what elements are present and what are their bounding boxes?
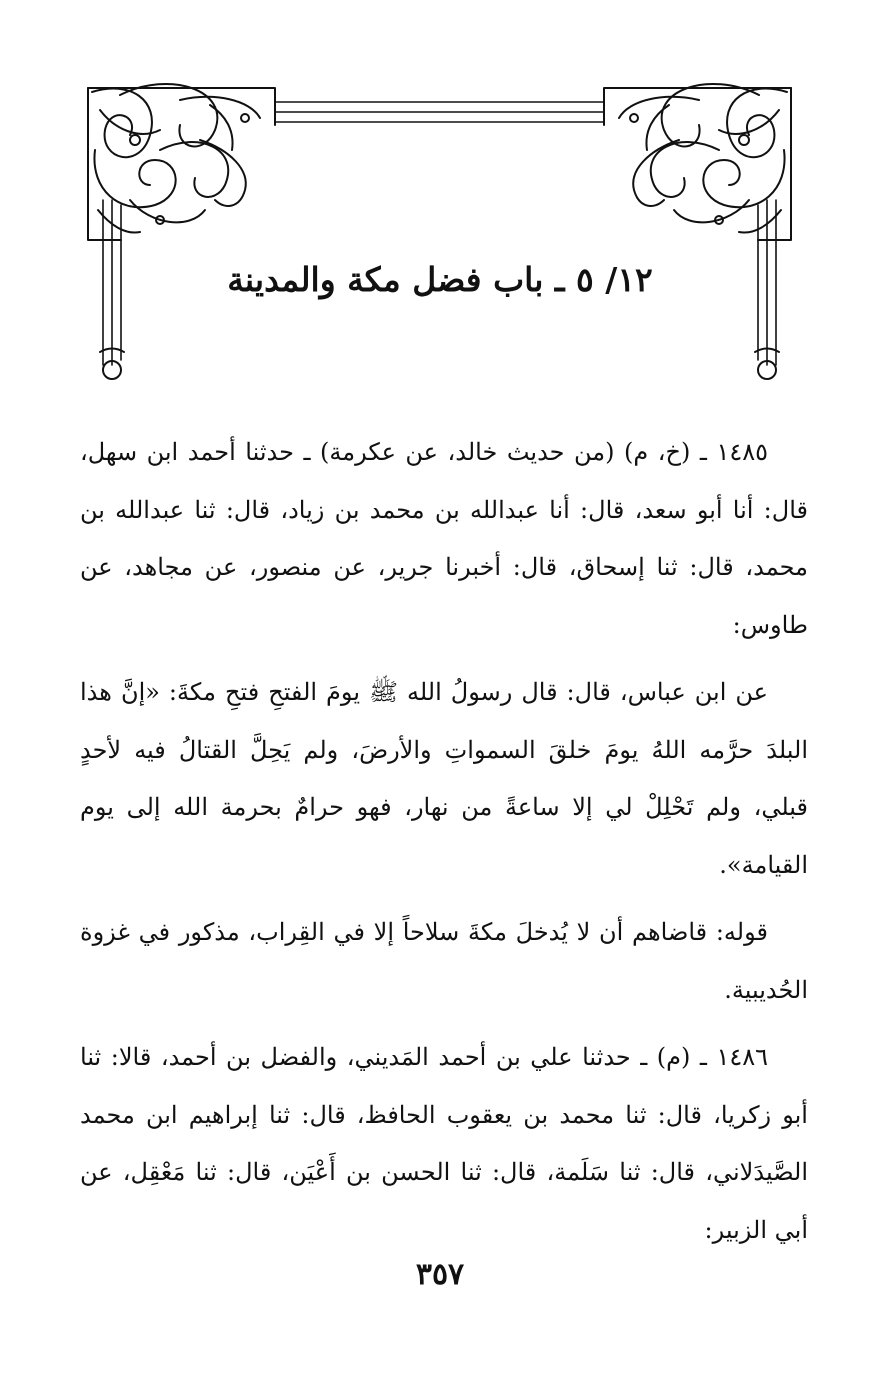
text-line: عن ابن عباس، قال: قال رسولُ الله ﷺ يومَ الفتحِ فتحِ مكةَ: «إنَّ xyxy=(120,678,768,706)
hadith-1485-isnad xyxy=(80,424,808,654)
page-body xyxy=(80,424,808,1259)
commentary-paragraph xyxy=(80,904,808,1019)
text-line: ١٤٨٦ ـ (م) ـ حدثنا علي بن أحمد المَديني، والفضل بن أحمد، xyxy=(160,1043,768,1071)
text-line: لأحدٍ قبلي، ولم تَحْلِلْ لي إلا ساعةً من نهار، فهو حرامٌ بحرمة الله إلى xyxy=(80,735,808,821)
hadith-1486-isnad xyxy=(80,1029,808,1259)
text-line: قالا: ثنا أبو زكريا، قال: ثنا محمد بن يعقوب الحافظ، قال: ثنا إبراهيم xyxy=(80,1043,808,1129)
text-line: ثنا عبدالله بن محمد، قال: ثنا إسحاق، قال: أخبرنا جرير، عن منصور، xyxy=(80,495,808,581)
text-line: يوم القيامة». xyxy=(80,793,808,879)
text-line: عن مجاهد، عن طاوس: xyxy=(80,553,808,639)
ornamental-frame xyxy=(0,0,879,400)
chapter-heading: ١٢/ ٥ ـ باب فضل مكة والمدينة xyxy=(227,260,653,299)
text-line: ثنا مَعْقِل، عن أبي الزبير: xyxy=(80,1158,808,1244)
page-number: ٣٥٧ xyxy=(415,1257,465,1292)
text-line: في غزوة الحُديبية. xyxy=(80,918,808,1004)
hadith-1485-matn xyxy=(80,664,808,894)
text-line: قوله: قاضاهم أن لا يُدخلَ مكةَ سلاحاً إلا في القِراب، مذكور xyxy=(178,918,768,946)
text-line: ١٤٨٥ ـ (خ، م) (من حديث خالد، عن عكرمة) ـ حدثنا أحمد xyxy=(187,438,768,466)
text-line: هذا البلدَ حرَّمه اللهُ يومَ خلقَ السمواتِ والأرضَ، ولم يَحِلَّ القتالُ فيه xyxy=(80,678,808,764)
text-line: ابن سهل، قال: أنا أبو سعد، قال: أنا عبدالله بن محمد بن زياد، قال: xyxy=(80,438,808,524)
text-line: ابن محمد الصَّيدَلاني، قال: ثنا سَلَمة، قال: ثنا الحسن بن أَعْيَن، قال: xyxy=(80,1100,808,1186)
